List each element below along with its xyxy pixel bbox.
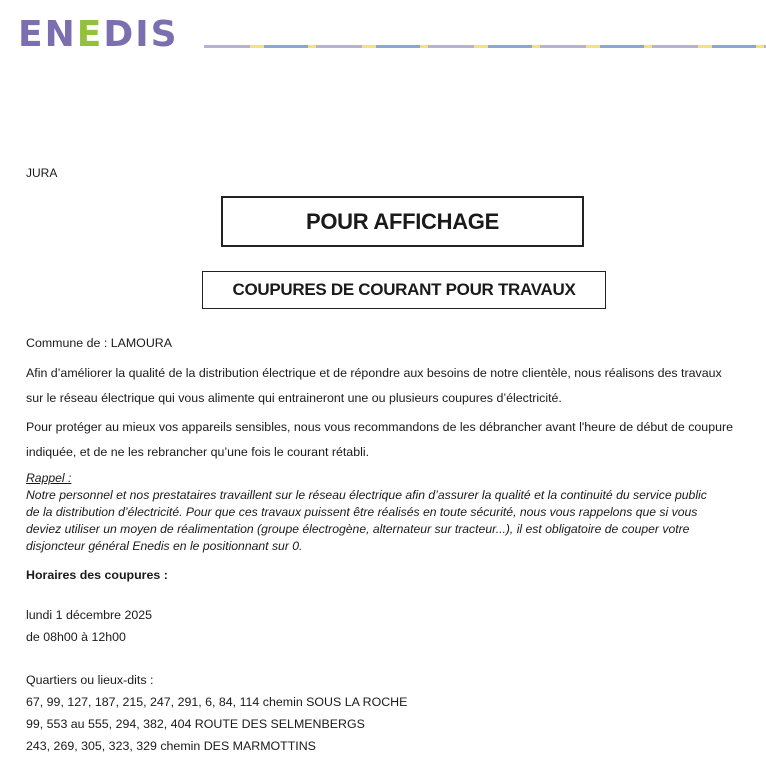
intro-line: Afin d’améliorer la qualité de la distribution électrique et de répondre aux besoins de notre clientèle, nous réalisons des travaux — [26, 366, 722, 380]
region-label: JURA — [26, 166, 58, 180]
rappel-section — [26, 470, 756, 555]
header-divider — [204, 45, 766, 48]
schedule-time: de 08h00 à 12h00 — [26, 630, 126, 644]
commune-line: Commune de : LAMOURA — [26, 336, 172, 350]
protect-line: Pour protéger au mieux vos appareils sensibles, nous vous recommandons de les débrancher avant l'heure de début de coupure — [26, 420, 733, 434]
notice-title-box — [221, 196, 584, 247]
notice-subtitle-box — [202, 271, 606, 309]
enedis-logo: ENEDIS — [18, 14, 179, 55]
rappel-line: de la distribution d’électricité. Pour que ces travaux puissent être réalisés en toute sécurité, nous vous rappelons que si vous — [26, 505, 698, 519]
rappel-line: Notre personnel et nos prestataires travaillent sur le réseau électrique afin d’assurer la qualité et la continuité du service public — [26, 488, 707, 502]
rappel-title: Rappel : — [26, 471, 72, 485]
protect-paragraph — [26, 417, 756, 463]
place-item: 243, 269, 305, 323, 329 chemin DES MARMOTTINS — [26, 739, 316, 753]
schedule-heading: Horaires des coupures : — [26, 568, 168, 582]
place-item: 67, 99, 127, 187, 215, 247, 291, 6, 84, 114 chemin SOUS LA ROCHE — [26, 695, 408, 709]
notice-subtitle: COUPURES DE COURANT POUR TRAVAUX — [232, 280, 576, 299]
protect-line: indiquée, et de ne les rebrancher qu’une fois le courant rétabli. — [26, 445, 370, 459]
rappel-line: disjoncteur général Enedis en le positionnant sur 0. — [26, 539, 303, 553]
rappel-line: deviez utiliser un moyen de réalimentation (groupe électrogène, alternateur sur tracteur...), il est obligatoire de couper votre — [26, 522, 690, 536]
notice-title: POUR AFFICHAGE — [306, 208, 499, 234]
intro-line: sur le réseau électrique qui vous alimente qui entraineront une ou plusieurs coupures d’électricité. — [26, 391, 562, 405]
intro-paragraph — [26, 363, 756, 409]
places-heading: Quartiers ou lieux-dits : — [26, 673, 154, 687]
place-item: 99, 553 au 555, 294, 382, 404 ROUTE DES SELMENBERGS — [26, 717, 365, 731]
schedule-date: lundi 1 décembre 2025 — [26, 608, 153, 622]
header — [18, 14, 766, 56]
